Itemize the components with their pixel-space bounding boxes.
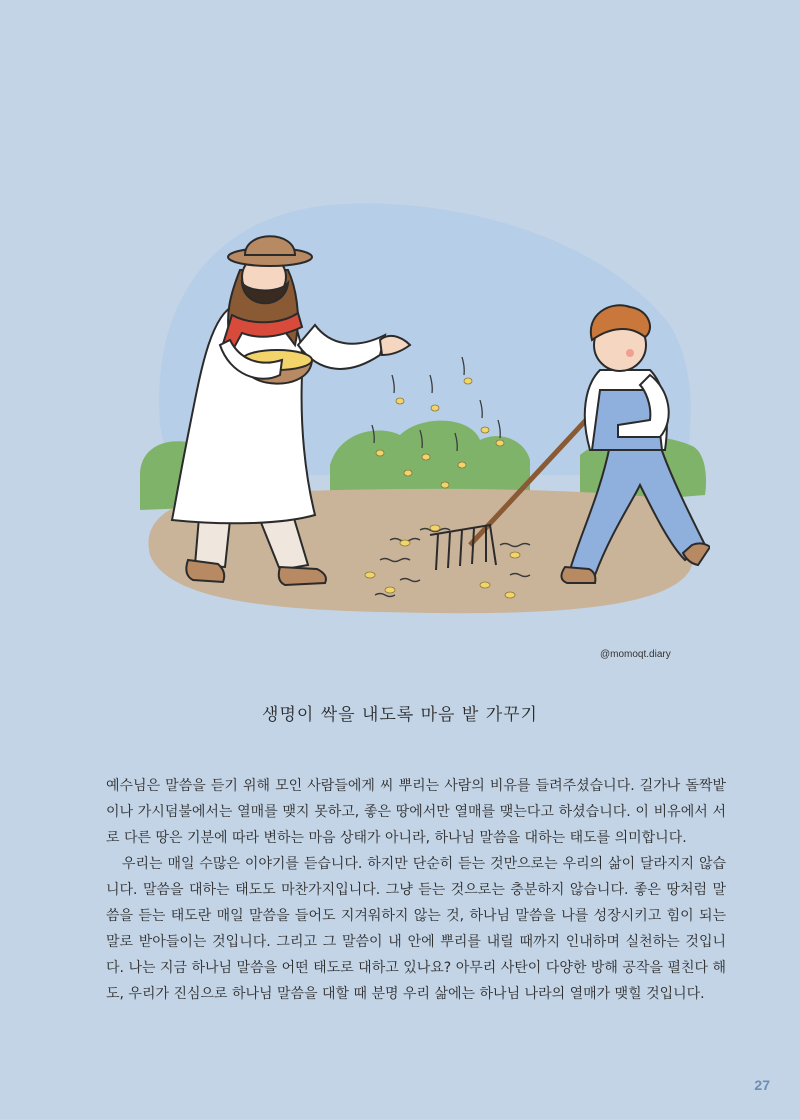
paragraph-2: 우리는 매일 수많은 이야기를 듣습니다. 하지만 단순히 듣는 것만으로는 우리의 삶이 달라지지 않습니다. 말씀을 대하는 태도도 마찬가지입니다. 그냥 듣는 것으로는 충분하지 않습니다. 좋은 땅처럼 말씀을 듣는 태도란 매일 말씀을 들어도 지겨워하지 않는 것, 하나님 말씀을 나를 성장시키고 힘이 되는 말로 받아들이는 것입니다. 그리고 그 말씀이 내 안에 뿌리를 내릴 때까지 인내하며 실천하는 것입니다. 나는 지금 하나님 말씀을 어떤 태도로 대하고 있나요? 아무리 사탄이 다양한 방해 공작을 펼친다 해도, 우리가 진심으로 하나님 말씀을 대할 때 분명 우리 삶에는 하나님 나라의 열매가 맺힐 것입니다.	[106, 856, 726, 1002]
shoe-left	[186, 560, 224, 582]
boy-shoe-left	[561, 567, 595, 583]
page-title: 생명이 싹을 내도록 마음 밭 가꾸기	[262, 705, 538, 725]
shoe-right	[279, 567, 326, 585]
sower-illustration	[130, 175, 710, 635]
body-text	[106, 773, 726, 1007]
paragraph-1: 예수님은 말씀을 듣기 위해 모인 사람들에게 씨 뿌리는 사람의 비유를 들려주셨습니다. 길가나 돌짝밭이나 가시덤불에서는 열매를 맺지 못하고, 좋은 땅에서만 열매를 맺는다고 하셨습니다. 이 비유에서 서로 다른 땅은 기분에 따라 변하는 마음 상태가 아니라, 하나님 말씀을 대하는 태도를 의미합니다.	[106, 778, 726, 846]
illustration-credit: @momoqt.diary	[600, 649, 671, 660]
page-number: 27	[754, 1077, 770, 1093]
